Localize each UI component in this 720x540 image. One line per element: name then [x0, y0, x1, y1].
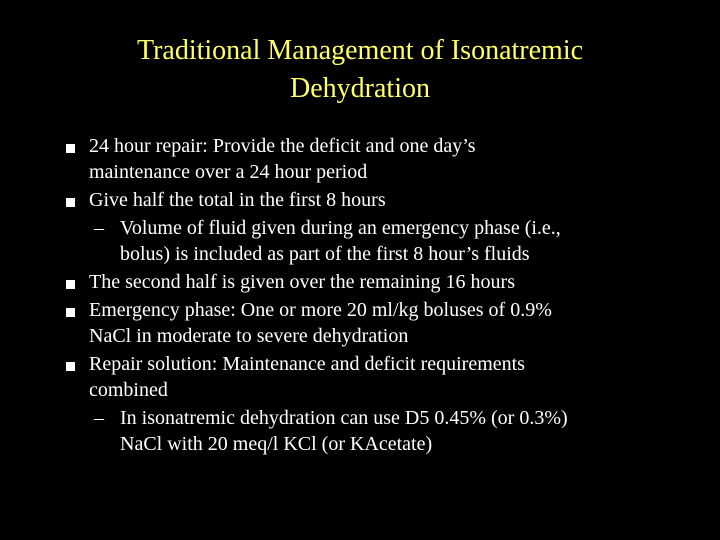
bullet-item-emergency-phase [60, 297, 700, 349]
bullet-text-line: maintenance over a 24 hour period [89, 161, 368, 183]
title-line-1: Traditional Management of Isonatremic [136, 35, 584, 66]
bullet-text-line: 24 hour repair: Provide the deficit and one day’s [89, 135, 476, 157]
sub-bullet-item-isonatremic [60, 405, 700, 457]
bullet-text-line: The second half is given over the remaining 16 hours [89, 271, 515, 293]
bullet-item-24-hour-repair [60, 133, 700, 185]
sub-bullet-text-line: NaCl with 20 meq/l KCl (or KAcetate) [120, 433, 433, 455]
square-bullet-icon [66, 280, 75, 289]
square-bullet-icon [66, 362, 75, 371]
bullet-text-line: Emergency phase: One or more 20 ml/kg boluses of 0.9% [89, 299, 552, 321]
sub-bullet-text-line: In isonatremic dehydration can use D5 0.45% (or 0.3%) [120, 407, 568, 429]
sub-bullet-text-line: bolus) is included as part of the first 8 hour’s fluids [120, 243, 530, 265]
title-line-2: Dehydration [290, 73, 430, 104]
slide-title [60, 32, 660, 108]
square-bullet-icon [66, 198, 75, 207]
bullet-list [60, 133, 700, 459]
bullet-item-second-half [60, 269, 700, 295]
bullet-item-repair-solution [60, 351, 700, 403]
bullet-item-give-half [60, 187, 700, 213]
bullet-text-line: combined [89, 379, 168, 401]
bullet-text-line: Repair solution: Maintenance and deficit requirements [89, 353, 525, 375]
dash-bullet-icon: – [94, 217, 104, 239]
bullet-text-line: Give half the total in the first 8 hours [89, 189, 386, 211]
sub-bullet-text-line: Volume of fluid given during an emergency phase (i.e., [120, 217, 561, 239]
sub-bullet-item-volume-of-fluid [60, 215, 700, 267]
square-bullet-icon [66, 144, 75, 153]
dash-bullet-icon: – [94, 407, 104, 429]
square-bullet-icon [66, 308, 75, 317]
bullet-text-line: NaCl in moderate to severe dehydration [89, 325, 409, 347]
